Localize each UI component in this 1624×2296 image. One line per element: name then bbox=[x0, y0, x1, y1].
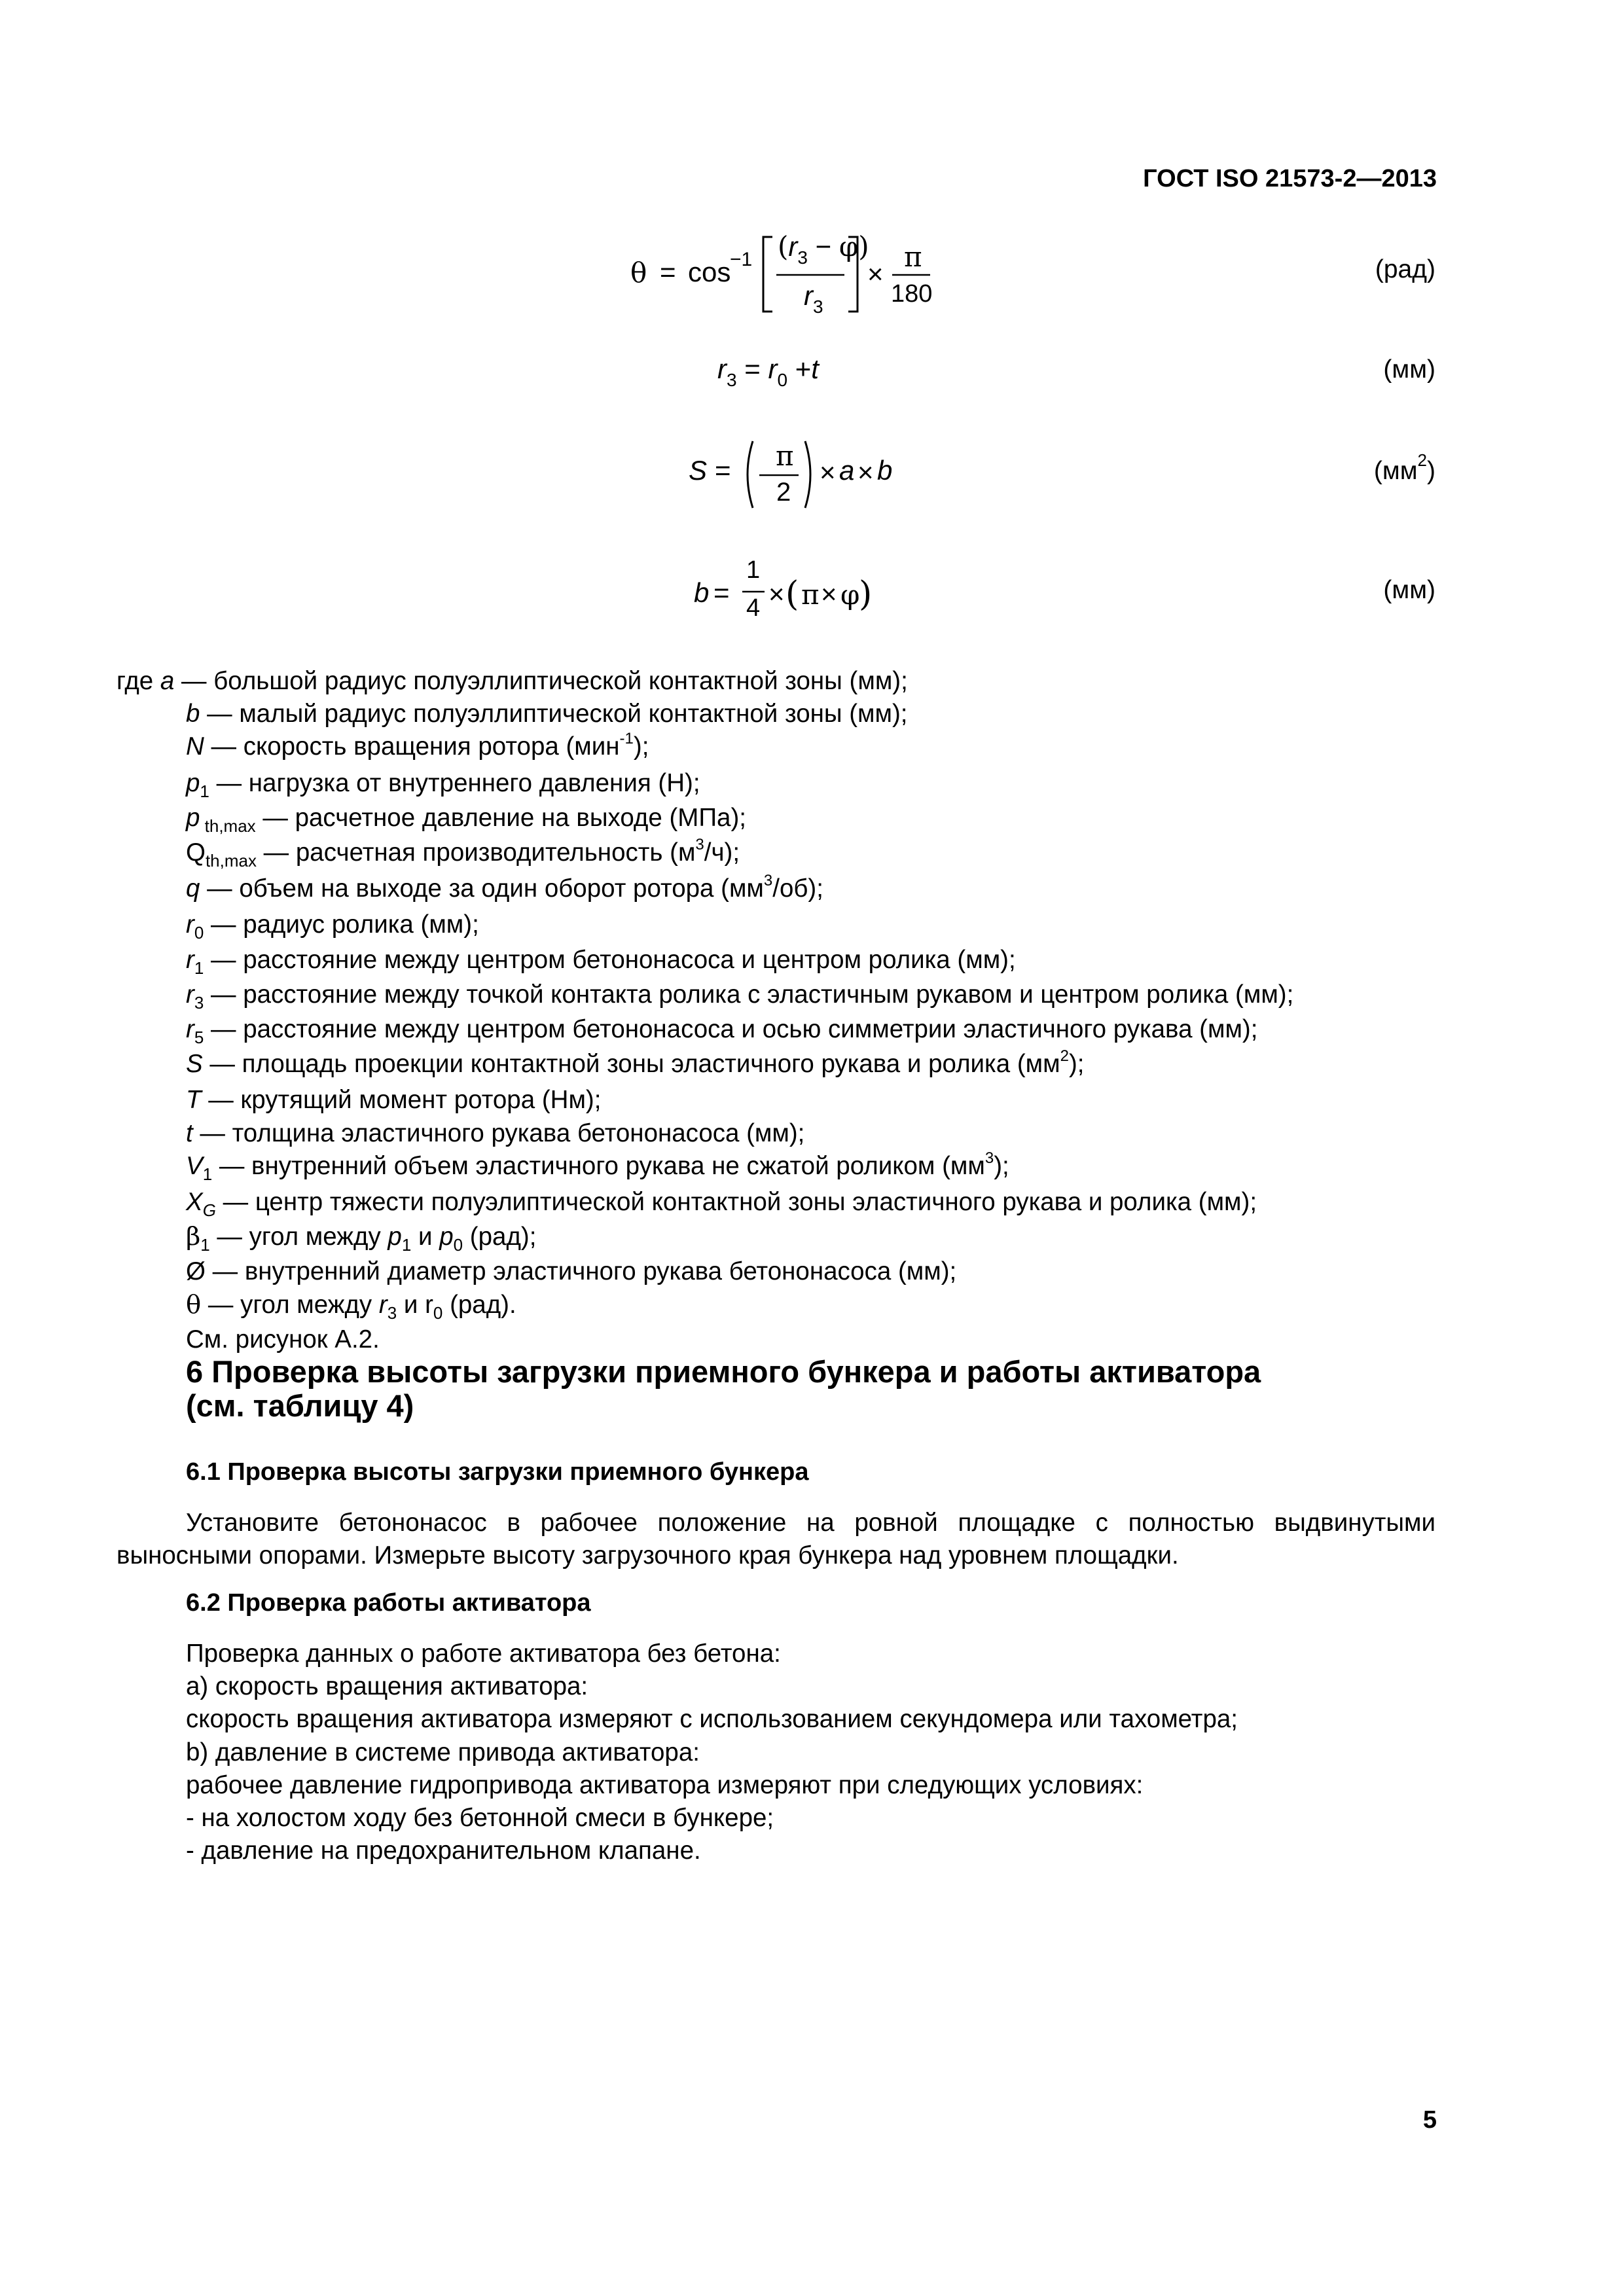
legend-item: $\beta_1$ — угол между $p_1$ и $p_0$ (рад); bbox=[186, 1222, 537, 1255]
legend-item: q — объем на выходе за один оборот ротора $(мм^3/об)$; bbox=[186, 872, 823, 903]
formula-b: b = 1 4 × ( π × φ ) bbox=[694, 556, 873, 622]
section-6-2-list bbox=[186, 1638, 1238, 1867]
legend-figure-ref: См. рисунок А.2. bbox=[186, 1325, 380, 1354]
symbol-legend bbox=[117, 665, 1293, 1356]
document-header: ГОСТ ISO 21573-2—2013 bbox=[1143, 165, 1437, 192]
legend-item: $r_3$ — расстояние между точкой контакта ролика с эластичным рукавом и центром ролика (мм); bbox=[186, 980, 1294, 1013]
legend-item: $Q_{th,max}$ — расчетная производительность $(м^3/ч)$; bbox=[186, 836, 740, 871]
unit-mm-1: (мм) bbox=[1383, 355, 1435, 384]
theta-symbol: θ bbox=[630, 257, 647, 289]
page-number: 5 bbox=[1422, 2106, 1437, 2134]
list-item: - давление на предохранительном клапане. bbox=[186, 1837, 701, 1865]
list-item: b) давление в системе привода активатора: bbox=[186, 1738, 700, 1767]
times-sign: × bbox=[867, 259, 884, 289]
legend-item: $V_1$ — внутренний объем эластичного рукава не сжатой роликом $(мм^3)$; bbox=[186, 1149, 1009, 1184]
section-6-heading: 6 Проверка высоты загрузки приемного бункера и работы активатора (см. таблицу 4) bbox=[186, 1354, 1261, 1423]
formula-area: S = π 2 × a × b bbox=[689, 439, 885, 517]
list-item: a) скорость вращения активатора: bbox=[186, 1672, 588, 1701]
pi-symbol: π bbox=[904, 241, 922, 273]
legend-item: t — толщина эластичного рукава бетононасоса (мм); bbox=[186, 1119, 805, 1147]
legend-item: $r_0$ — радиус ролика (мм); bbox=[186, 910, 479, 943]
legend-item: N — скорость вращения ротора (мин$^{-1}$); bbox=[186, 730, 649, 761]
cos-function: cos bbox=[688, 257, 731, 287]
unit-mm2: $(мм^2)$ bbox=[1373, 450, 1435, 485]
legend-item: $p_1$ — нагрузка от внутреннего давления (Н); bbox=[186, 768, 700, 801]
list-item: рабочее давление гидропривода активатора измеряют при следующих условиях: bbox=[186, 1770, 1144, 1799]
numerator: $(r_3 - \varphi)$ bbox=[778, 230, 869, 268]
inverse-superscript: −1 bbox=[730, 249, 753, 270]
list-item: скорость вращения активатора измеряют с использованием секундомера или тахометра; bbox=[186, 1705, 1238, 1734]
list-item: - на холостом ходу без бетонной смеси в бункере; bbox=[186, 1804, 774, 1833]
legend-item: Ø — внутренний диаметр эластичного рукава бетононасоса (мм); bbox=[186, 1257, 957, 1286]
legend-item: $r_5$ — расстояние между центром бетононасоса и осью симметрии эластичного рукава (мм); bbox=[186, 1015, 1258, 1048]
legend-item: $X_G$ — центр тяжести полуэлиптической контактной зоны эластичного рукава и ролика (мм); bbox=[186, 1188, 1257, 1221]
section-6-1-heading: 6.1 Проверка высоты загрузки приемного бункера bbox=[186, 1458, 809, 1486]
denominator-180: 180 bbox=[891, 280, 933, 308]
section-6-2-heading: 6.2 Проверка работы активатора bbox=[186, 1589, 591, 1617]
unit-rad: (рад) bbox=[1375, 255, 1435, 283]
fraction-bar bbox=[892, 274, 931, 276]
list-item: Проверка данных о работе активатора без бетона: bbox=[186, 1640, 781, 1668]
legend-item: $r_1$ — расстояние между центром бетононасоса и центром ролика (мм); bbox=[186, 945, 1016, 978]
formula-theta bbox=[630, 229, 933, 317]
equals-sign: = bbox=[660, 257, 676, 287]
legend-item: b — малый радиус полуэллиптической контактной зоны (мм); bbox=[186, 700, 908, 728]
denominator: $r_3$ bbox=[804, 280, 823, 317]
section-6-1-text: Установите бетононасос в рабочее положение на ровной площадке с полностью выдвинутыми выносными опорами. Измерьте высоту загрузочного края бункера над уровнем площадки. bbox=[117, 1509, 1435, 1570]
legend-item: где a — большой радиус полуэллиптической контактной зоны (мм); bbox=[117, 667, 908, 695]
legend-item: p $_{th,max}$ — расчетное давление на выходе (МПа); bbox=[186, 803, 746, 836]
legend-item: T — крутящий момент ротора (Нм); bbox=[186, 1086, 602, 1115]
unit-mm-2: (мм) bbox=[1383, 576, 1435, 604]
legend-item: S — площадь проекции контактной зоны эластичного рукава и ролика $(мм^2)$; bbox=[186, 1047, 1085, 1079]
formula-r3: $r_3 = r_0 +t$ bbox=[717, 353, 819, 390]
legend-item: θ — угол между $r_3$ и $r_0$ (рад). bbox=[186, 1289, 516, 1323]
